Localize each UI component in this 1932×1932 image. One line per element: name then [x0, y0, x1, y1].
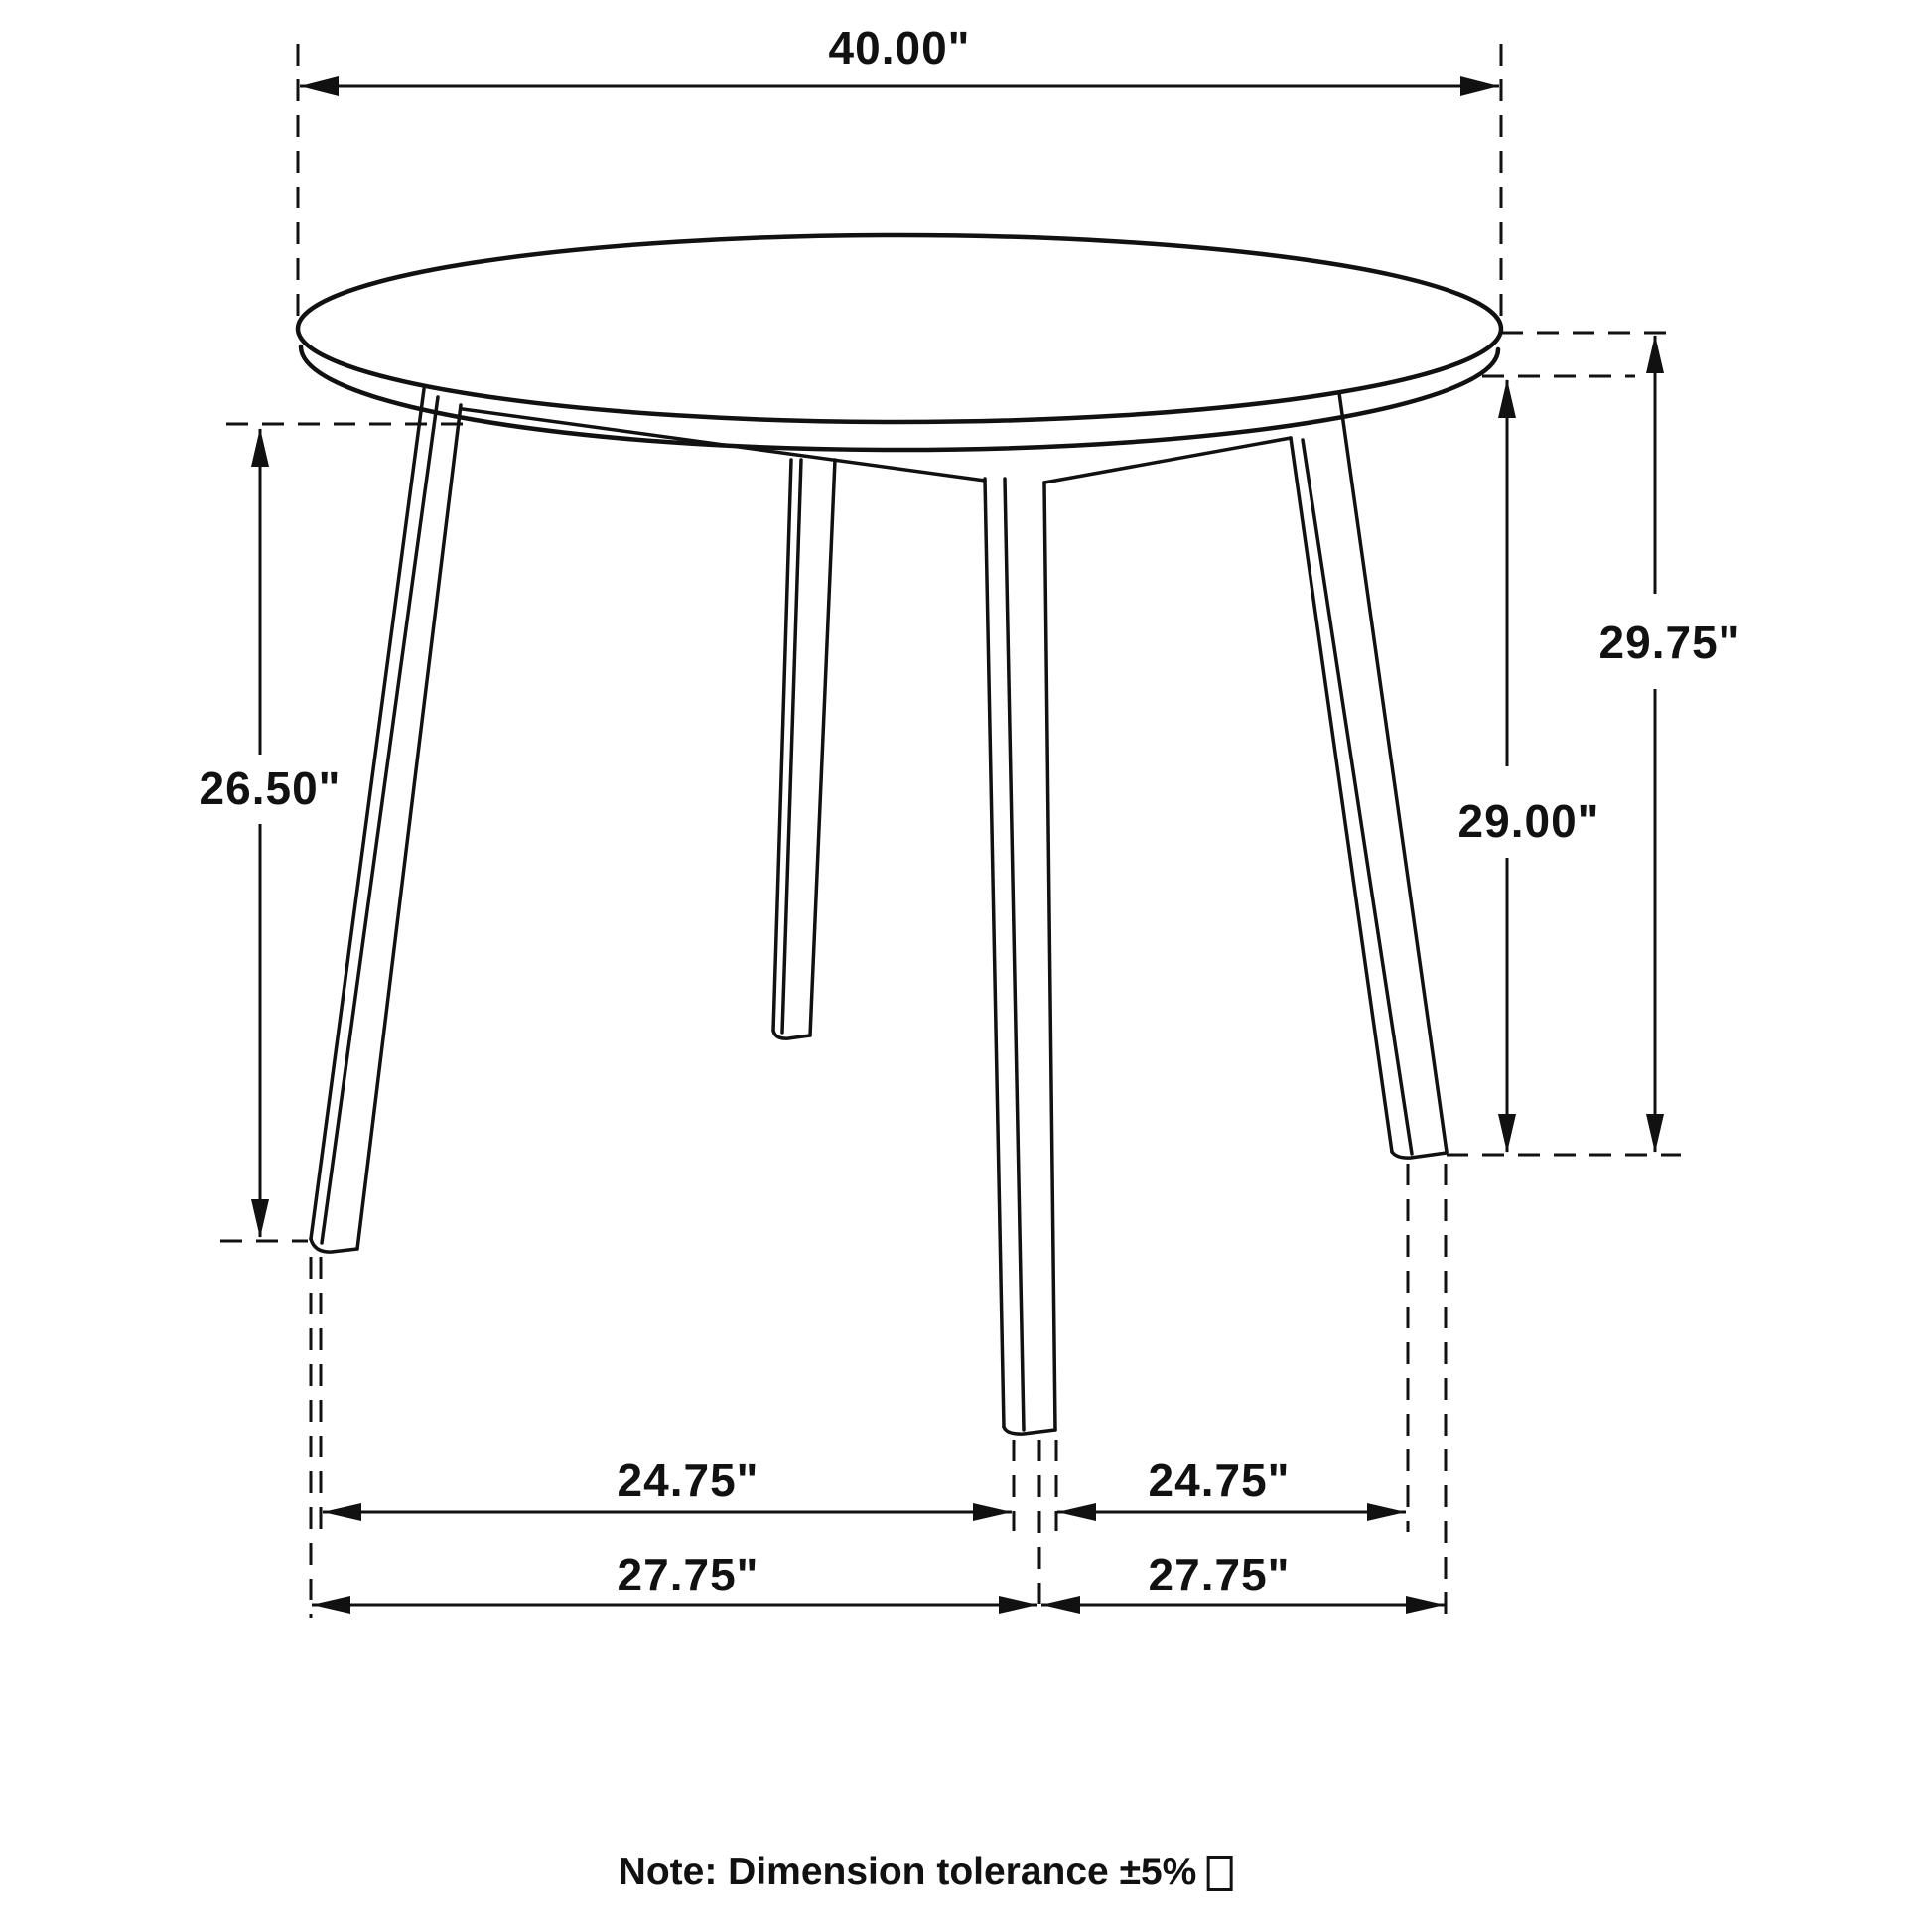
dimension-label-top-width: 40.00" [828, 22, 971, 73]
leg-rear-right-foot [1392, 1152, 1447, 1158]
tolerance-note-text: Note: Dimension tolerance ±5% [618, 1851, 1197, 1893]
arrowheads [251, 76, 1664, 1614]
leg-rear-left [773, 460, 835, 1038]
dimension-label-height-total: 29.75" [1598, 617, 1741, 668]
tolerance-note [619, 1851, 1233, 1894]
table-legs [311, 389, 1447, 1434]
dimension-label-span-inner-left: 24.75" [617, 1454, 759, 1506]
leg-rear-right [1291, 393, 1447, 1158]
tabletop-rim-edge [301, 346, 1498, 450]
dimension-label-height-underside: 29.00" [1457, 795, 1600, 847]
tabletop [298, 235, 1501, 450]
leg-front-center [985, 479, 1055, 1434]
leg-rear-left-foot [773, 1031, 810, 1038]
leg-front-left-foot [311, 1239, 357, 1252]
tabletop-surface-ellipse [298, 235, 1501, 422]
leg-front-left [311, 389, 461, 1252]
dimension-label-span-outer-right: 27.75" [1148, 1549, 1291, 1600]
dimension-lines [260, 86, 1655, 1605]
missing-glyph-box [1206, 1856, 1232, 1891]
leg-front-center-foot [1004, 1427, 1055, 1434]
dimension-label-leg-height: 26.50" [199, 762, 342, 814]
dimension-label-span-inner-right: 24.75" [1148, 1454, 1291, 1506]
dimension-label-span-outer-left: 27.75" [617, 1549, 759, 1600]
